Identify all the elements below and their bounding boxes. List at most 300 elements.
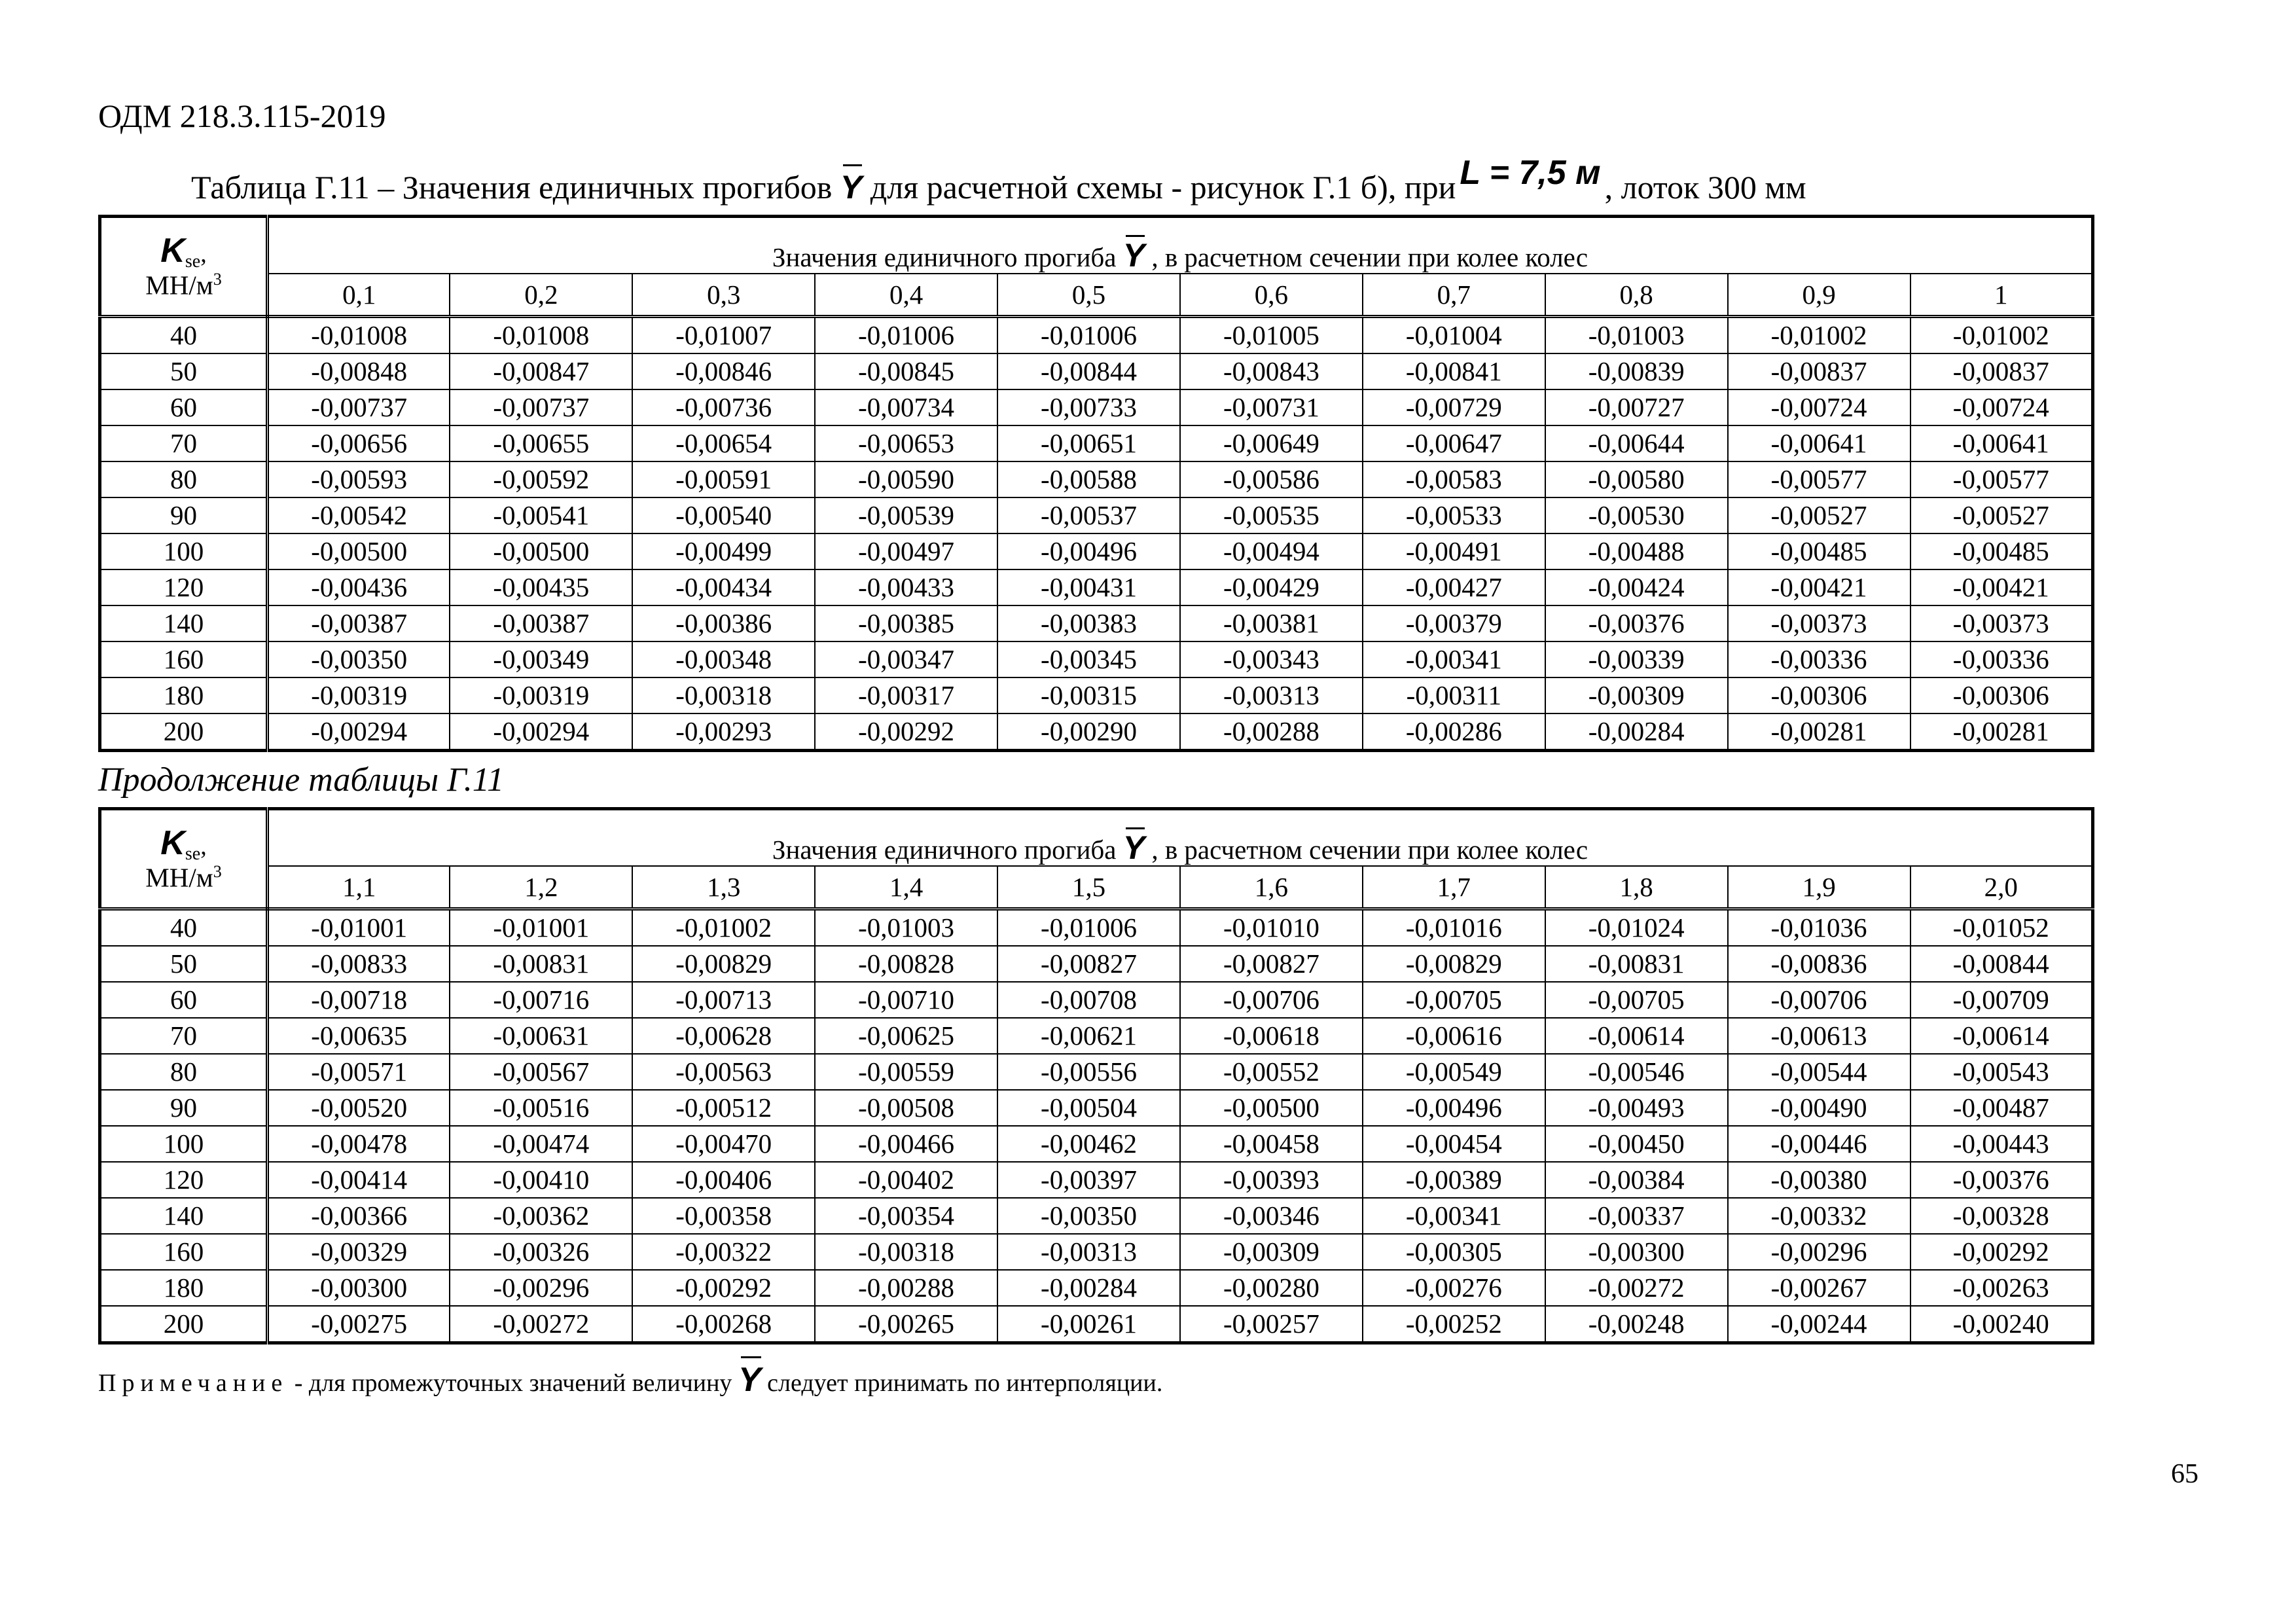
- k-unit-exponent: 3: [213, 270, 222, 289]
- k-value-cell: 70: [100, 1018, 268, 1054]
- deflection-value-cell: -0,00292: [815, 713, 997, 751]
- deflection-value-cell: -0,00496: [997, 533, 1180, 569]
- deflection-value-cell: -0,00336: [1910, 641, 2093, 677]
- deflection-value-cell: -0,01016: [1363, 909, 1545, 947]
- deflection-value-cell: -0,00540: [632, 497, 815, 533]
- k-value-cell: 160: [100, 641, 268, 677]
- k-value-cell: 140: [100, 1198, 268, 1234]
- table-row: [100, 909, 2093, 947]
- deflection-value-cell: -0,00848: [268, 353, 450, 389]
- deflection-value-cell: -0,00563: [632, 1054, 815, 1090]
- deflection-value-cell: -0,01024: [1545, 909, 1728, 947]
- table-row: [100, 713, 2093, 751]
- table-row: [100, 1126, 2093, 1162]
- table-row: [100, 1306, 2093, 1343]
- caption-prefix: Таблица Г.11 – Значения единичных прогибов: [191, 169, 833, 206]
- k-value-cell: 50: [100, 946, 268, 982]
- deflection-value-cell: -0,00427: [1363, 569, 1545, 605]
- span-header-suffix: , в расчетном сечении при колее колес: [1151, 242, 1588, 272]
- deflection-value-cell: -0,00733: [997, 389, 1180, 425]
- deflection-value-cell: -0,00837: [1910, 353, 2093, 389]
- deflection-value-cell: -0,00567: [450, 1054, 632, 1090]
- caption-suffix: , лоток 300 мм: [1604, 169, 1806, 206]
- deflection-value-cell: -0,00651: [997, 425, 1180, 461]
- span-header-prefix: Значения единичного прогиба: [772, 835, 1117, 865]
- deflection-value-cell: -0,00261: [997, 1306, 1180, 1343]
- deflection-table-1: [98, 215, 2094, 752]
- deflection-value-cell: -0,00653: [815, 425, 997, 461]
- track-header-cell: 0,7: [1363, 274, 1545, 317]
- deflection-value-cell: -0,00577: [1728, 461, 1910, 497]
- deflection-value-cell: -0,00614: [1545, 1018, 1728, 1054]
- deflection-value-cell: -0,00544: [1728, 1054, 1910, 1090]
- deflection-value-cell: -0,00319: [268, 677, 450, 713]
- track-header-cell: 1,5: [997, 866, 1180, 909]
- deflection-value-cell: -0,00329: [268, 1234, 450, 1270]
- deflection-value-cell: -0,01036: [1728, 909, 1910, 947]
- deflection-value-cell: -0,00656: [268, 425, 450, 461]
- deflection-value-cell: -0,00535: [1180, 497, 1363, 533]
- deflection-value-cell: -0,00311: [1363, 677, 1545, 713]
- deflection-value-cell: -0,00470: [632, 1126, 815, 1162]
- k-value-cell: 120: [100, 569, 268, 605]
- deflection-value-cell: -0,00406: [632, 1162, 815, 1198]
- k-value-cell: 80: [100, 1054, 268, 1090]
- track-header-cell: 2,0: [1910, 866, 2093, 909]
- deflection-value-cell: -0,00317: [815, 677, 997, 713]
- deflection-value-cell: -0,01004: [1363, 317, 1545, 354]
- deflection-value-cell: -0,00328: [1910, 1198, 2093, 1234]
- deflection-value-cell: -0,00296: [1728, 1234, 1910, 1270]
- deflection-value-cell: -0,00284: [997, 1270, 1180, 1306]
- deflection-value-cell: -0,00300: [268, 1270, 450, 1306]
- track-header-cell: 0,2: [450, 274, 632, 317]
- deflection-value-cell: -0,00836: [1728, 946, 1910, 982]
- deflection-value-cell: -0,00385: [815, 605, 997, 641]
- note-y-symbol: Y: [738, 1361, 761, 1399]
- deflection-value-cell: -0,00373: [1910, 605, 2093, 641]
- track-header-cell: 1,7: [1363, 866, 1545, 909]
- deflection-value-cell: -0,00350: [268, 641, 450, 677]
- deflection-value-cell: -0,00737: [268, 389, 450, 425]
- track-header-cell: 1: [1910, 274, 2093, 317]
- k-value-cell: 60: [100, 389, 268, 425]
- deflection-value-cell: -0,00348: [632, 641, 815, 677]
- deflection-value-cell: -0,00306: [1910, 677, 2093, 713]
- deflection-value-cell: -0,00487: [1910, 1090, 2093, 1126]
- deflection-value-cell: -0,00313: [1180, 677, 1363, 713]
- deflection-value-cell: -0,00546: [1545, 1054, 1728, 1090]
- deflection-value-cell: -0,00366: [268, 1198, 450, 1234]
- deflection-value-cell: -0,00530: [1545, 497, 1728, 533]
- deflection-value-cell: -0,00527: [1728, 497, 1910, 533]
- deflection-value-cell: -0,00641: [1910, 425, 2093, 461]
- deflection-value-cell: -0,00613: [1728, 1018, 1910, 1054]
- deflection-value-cell: -0,01003: [815, 909, 997, 947]
- span-header: [268, 217, 2093, 274]
- deflection-value-cell: -0,00322: [632, 1234, 815, 1270]
- k-value-cell: 40: [100, 909, 268, 947]
- table-row: [100, 1018, 2093, 1054]
- deflection-value-cell: -0,00313: [997, 1234, 1180, 1270]
- k-symbol: K: [160, 232, 185, 270]
- note-text-after: следует принимать по интерполяции.: [767, 1369, 1163, 1397]
- deflection-value-cell: -0,00499: [632, 533, 815, 569]
- k-value-cell: 140: [100, 605, 268, 641]
- deflection-value-cell: -0,00541: [450, 497, 632, 533]
- deflection-value-cell: -0,00508: [815, 1090, 997, 1126]
- deflection-value-cell: -0,00389: [1363, 1162, 1545, 1198]
- track-header-cell: 1,9: [1728, 866, 1910, 909]
- deflection-value-cell: -0,00543: [1910, 1054, 2093, 1090]
- deflection-value-cell: -0,00332: [1728, 1198, 1910, 1234]
- deflection-value-cell: -0,01003: [1545, 317, 1728, 354]
- deflection-value-cell: -0,00655: [450, 425, 632, 461]
- deflection-value-cell: -0,00376: [1910, 1162, 2093, 1198]
- deflection-value-cell: -0,00443: [1910, 1126, 2093, 1162]
- deflection-value-cell: -0,00488: [1545, 533, 1728, 569]
- deflection-value-cell: -0,01008: [450, 317, 632, 354]
- k-symbol: K: [160, 824, 185, 863]
- deflection-value-cell: -0,00462: [997, 1126, 1180, 1162]
- table-row: [100, 1198, 2093, 1234]
- table-row: [100, 533, 2093, 569]
- deflection-value-cell: -0,00296: [450, 1270, 632, 1306]
- deflection-value-cell: -0,00559: [815, 1054, 997, 1090]
- deflection-value-cell: -0,00397: [997, 1162, 1180, 1198]
- deflection-value-cell: -0,00621: [997, 1018, 1180, 1054]
- track-header-cell: 1,8: [1545, 866, 1728, 909]
- deflection-value-cell: -0,01010: [1180, 909, 1363, 947]
- deflection-value-cell: -0,01002: [1728, 317, 1910, 354]
- deflection-value-cell: -0,00618: [1180, 1018, 1363, 1054]
- deflection-value-cell: -0,00831: [1545, 946, 1728, 982]
- deflection-value-cell: -0,00248: [1545, 1306, 1728, 1343]
- deflection-value-cell: -0,00284: [1545, 713, 1728, 751]
- track-header-row: [100, 274, 2093, 317]
- span-header-y-symbol: Y: [1122, 237, 1145, 274]
- track-header-cell: 0,1: [268, 274, 450, 317]
- track-header-cell: 0,6: [1180, 274, 1363, 317]
- deflection-value-cell: -0,00493: [1545, 1090, 1728, 1126]
- deflection-value-cell: -0,00244: [1728, 1306, 1910, 1343]
- deflection-value-cell: -0,00309: [1545, 677, 1728, 713]
- k-value-cell: 50: [100, 353, 268, 389]
- deflection-value-cell: -0,00286: [1363, 713, 1545, 751]
- table-row: [100, 605, 2093, 641]
- deflection-value-cell: -0,00402: [815, 1162, 997, 1198]
- deflection-value-cell: -0,00831: [450, 946, 632, 982]
- deflection-value-cell: -0,00724: [1910, 389, 2093, 425]
- k-value-cell: 180: [100, 677, 268, 713]
- deflection-value-cell: -0,00421: [1728, 569, 1910, 605]
- k-subscript: se: [185, 844, 201, 865]
- deflection-value-cell: -0,00429: [1180, 569, 1363, 605]
- deflection-value-cell: -0,00319: [450, 677, 632, 713]
- deflection-value-cell: -0,00485: [1728, 533, 1910, 569]
- deflection-value-cell: -0,00431: [997, 569, 1180, 605]
- deflection-value-cell: -0,00500: [1180, 1090, 1363, 1126]
- deflection-value-cell: -0,00591: [632, 461, 815, 497]
- k-header: [100, 809, 268, 909]
- deflection-value-cell: -0,00577: [1910, 461, 2093, 497]
- deflection-value-cell: -0,00315: [997, 677, 1180, 713]
- deflection-value-cell: -0,00435: [450, 569, 632, 605]
- deflection-value-cell: -0,00706: [1728, 982, 1910, 1018]
- deflection-value-cell: -0,00387: [450, 605, 632, 641]
- deflection-value-cell: -0,00380: [1728, 1162, 1910, 1198]
- deflection-value-cell: -0,01002: [632, 909, 815, 947]
- deflection-value-cell: -0,00381: [1180, 605, 1363, 641]
- deflection-value-cell: -0,00614: [1910, 1018, 2093, 1054]
- table-row: [100, 677, 2093, 713]
- table-row: [100, 1054, 2093, 1090]
- deflection-value-cell: -0,01006: [997, 317, 1180, 354]
- document-code: ОДМ 218.3.115-2019: [98, 98, 386, 134]
- k-value-cell: 60: [100, 982, 268, 1018]
- deflection-value-cell: -0,00520: [268, 1090, 450, 1126]
- deflection-value-cell: -0,00500: [268, 533, 450, 569]
- deflection-value-cell: -0,00421: [1910, 569, 2093, 605]
- deflection-value-cell: -0,01052: [1910, 909, 2093, 947]
- deflection-value-cell: -0,00281: [1728, 713, 1910, 751]
- deflection-value-cell: -0,00383: [997, 605, 1180, 641]
- deflection-value-cell: -0,00410: [450, 1162, 632, 1198]
- deflection-value-cell: -0,00734: [815, 389, 997, 425]
- deflection-value-cell: -0,00373: [1728, 605, 1910, 641]
- deflection-value-cell: -0,00516: [450, 1090, 632, 1126]
- deflection-value-cell: -0,00275: [268, 1306, 450, 1343]
- k-subscript: se: [185, 251, 201, 272]
- deflection-value-cell: -0,00300: [1545, 1234, 1728, 1270]
- deflection-value-cell: -0,00625: [815, 1018, 997, 1054]
- deflection-value-cell: -0,00257: [1180, 1306, 1363, 1343]
- deflection-value-cell: -0,00268: [632, 1306, 815, 1343]
- deflection-value-cell: -0,00644: [1545, 425, 1728, 461]
- table-row: [100, 497, 2093, 533]
- deflection-value-cell: -0,00713: [632, 982, 815, 1018]
- k-value-cell: 180: [100, 1270, 268, 1306]
- deflection-value-cell: -0,00474: [450, 1126, 632, 1162]
- deflection-value-cell: -0,00512: [632, 1090, 815, 1126]
- deflection-value-cell: -0,00829: [1363, 946, 1545, 982]
- deflection-value-cell: -0,00343: [1180, 641, 1363, 677]
- deflection-value-cell: -0,00265: [815, 1306, 997, 1343]
- deflection-value-cell: -0,00539: [815, 497, 997, 533]
- deflection-value-cell: -0,01007: [632, 317, 815, 354]
- k-value-cell: 80: [100, 461, 268, 497]
- deflection-value-cell: -0,00341: [1363, 1198, 1545, 1234]
- k-value-cell: 90: [100, 1090, 268, 1126]
- k-value-cell: 100: [100, 533, 268, 569]
- deflection-value-cell: -0,00828: [815, 946, 997, 982]
- deflection-value-cell: -0,00542: [268, 497, 450, 533]
- k-value-cell: 100: [100, 1126, 268, 1162]
- track-header-cell: 1,1: [268, 866, 450, 909]
- k-value-cell: 120: [100, 1162, 268, 1198]
- deflection-value-cell: -0,00616: [1363, 1018, 1545, 1054]
- table-row: [100, 425, 2093, 461]
- k-value-cell: 40: [100, 317, 268, 354]
- caption-length-symbol: L = 7,5 м: [1460, 154, 1601, 192]
- deflection-value-cell: -0,00272: [1545, 1270, 1728, 1306]
- deflection-value-cell: -0,00384: [1545, 1162, 1728, 1198]
- deflection-value-cell: -0,00628: [632, 1018, 815, 1054]
- deflection-value-cell: -0,00843: [1180, 353, 1363, 389]
- track-header-cell: 1,2: [450, 866, 632, 909]
- deflection-value-cell: -0,00306: [1728, 677, 1910, 713]
- deflection-value-cell: -0,00292: [1910, 1234, 2093, 1270]
- deflection-value-cell: -0,00349: [450, 641, 632, 677]
- deflection-value-cell: -0,00337: [1545, 1198, 1728, 1234]
- track-header-cell: 0,5: [997, 274, 1180, 317]
- deflection-value-cell: -0,00500: [450, 533, 632, 569]
- deflection-value-cell: -0,00326: [450, 1234, 632, 1270]
- deflection-value-cell: -0,00424: [1545, 569, 1728, 605]
- k-value-cell: 160: [100, 1234, 268, 1270]
- deflection-value-cell: -0,00309: [1180, 1234, 1363, 1270]
- deflection-value-cell: -0,00358: [632, 1198, 815, 1234]
- deflection-value-cell: -0,00847: [450, 353, 632, 389]
- k-value-cell: 200: [100, 713, 268, 751]
- span-header-prefix: Значения единичного прогиба: [772, 242, 1117, 272]
- deflection-value-cell: -0,00583: [1363, 461, 1545, 497]
- deflection-value-cell: -0,00593: [268, 461, 450, 497]
- deflection-value-cell: -0,00345: [997, 641, 1180, 677]
- deflection-value-cell: -0,00466: [815, 1126, 997, 1162]
- deflection-value-cell: -0,00280: [1180, 1270, 1363, 1306]
- track-header-cell: 1,4: [815, 866, 997, 909]
- deflection-value-cell: -0,01006: [997, 909, 1180, 947]
- note-dash: -: [288, 1369, 309, 1397]
- deflection-value-cell: -0,00272: [450, 1306, 632, 1343]
- track-header-row: [100, 866, 2093, 909]
- deflection-value-cell: -0,00290: [997, 713, 1180, 751]
- deflection-value-cell: -0,00294: [268, 713, 450, 751]
- deflection-value-cell: -0,00336: [1728, 641, 1910, 677]
- deflection-value-cell: -0,00354: [815, 1198, 997, 1234]
- deflection-value-cell: -0,00709: [1910, 982, 2093, 1018]
- deflection-value-cell: -0,00833: [268, 946, 450, 982]
- deflection-value-cell: -0,01006: [815, 317, 997, 354]
- deflection-value-cell: -0,01001: [268, 909, 450, 947]
- deflection-value-cell: -0,00436: [268, 569, 450, 605]
- deflection-value-cell: -0,00433: [815, 569, 997, 605]
- deflection-value-cell: -0,00341: [1363, 641, 1545, 677]
- deflection-value-cell: -0,00827: [997, 946, 1180, 982]
- deflection-value-cell: -0,00718: [268, 982, 450, 1018]
- deflection-value-cell: -0,00844: [1910, 946, 2093, 982]
- deflection-value-cell: -0,00379: [1363, 605, 1545, 641]
- deflection-value-cell: -0,00339: [1545, 641, 1728, 677]
- deflection-value-cell: -0,00318: [815, 1234, 997, 1270]
- k-comma: ,: [200, 833, 207, 861]
- k-value-cell: 200: [100, 1306, 268, 1343]
- deflection-value-cell: -0,00731: [1180, 389, 1363, 425]
- deflection-value-cell: -0,00252: [1363, 1306, 1545, 1343]
- deflection-value-cell: -0,00647: [1363, 425, 1545, 461]
- deflection-value-cell: -0,00841: [1363, 353, 1545, 389]
- deflection-value-cell: -0,00580: [1545, 461, 1728, 497]
- k-comma: ,: [200, 240, 207, 268]
- deflection-value-cell: -0,00710: [815, 982, 997, 1018]
- deflection-value-cell: -0,00837: [1728, 353, 1910, 389]
- table-row: [100, 1234, 2093, 1270]
- deflection-value-cell: -0,00292: [632, 1270, 815, 1306]
- deflection-value-cell: -0,00288: [815, 1270, 997, 1306]
- note-text-before: для промежуточных значений величину: [308, 1369, 732, 1397]
- deflection-value-cell: -0,00478: [268, 1126, 450, 1162]
- deflection-value-cell: -0,00294: [450, 713, 632, 751]
- caption-middle: для расчетной схемы - рисунок Г.1 б), при: [870, 169, 1456, 206]
- deflection-value-cell: -0,00263: [1910, 1270, 2093, 1306]
- table-row: [100, 317, 2093, 354]
- deflection-value-cell: -0,00346: [1180, 1198, 1363, 1234]
- note-label: Примечание: [98, 1369, 289, 1397]
- deflection-value-cell: -0,00318: [632, 677, 815, 713]
- table-row: [100, 353, 2093, 389]
- deflection-value-cell: -0,00654: [632, 425, 815, 461]
- deflection-value-cell: -0,00631: [450, 1018, 632, 1054]
- note: [98, 1360, 1162, 1399]
- page-number: 65: [2171, 1459, 2198, 1489]
- deflection-value-cell: -0,00705: [1363, 982, 1545, 1018]
- deflection-value-cell: -0,00276: [1363, 1270, 1545, 1306]
- deflection-value-cell: -0,00362: [450, 1198, 632, 1234]
- deflection-value-cell: -0,00458: [1180, 1126, 1363, 1162]
- deflection-value-cell: -0,00829: [632, 946, 815, 982]
- track-header-cell: 0,9: [1728, 274, 1910, 317]
- deflection-value-cell: -0,00588: [997, 461, 1180, 497]
- deflection-value-cell: -0,00549: [1363, 1054, 1545, 1090]
- deflection-value-cell: -0,00827: [1180, 946, 1363, 982]
- deflection-value-cell: -0,00497: [815, 533, 997, 569]
- deflection-value-cell: -0,00454: [1363, 1126, 1545, 1162]
- table-row: [100, 982, 2093, 1018]
- table-row: [100, 461, 2093, 497]
- deflection-value-cell: -0,01008: [268, 317, 450, 354]
- deflection-value-cell: -0,00491: [1363, 533, 1545, 569]
- deflection-value-cell: -0,00729: [1363, 389, 1545, 425]
- deflection-value-cell: -0,00736: [632, 389, 815, 425]
- table-row: [100, 569, 2093, 605]
- track-header-cell: 1,6: [1180, 866, 1363, 909]
- deflection-value-cell: -0,01002: [1910, 317, 2093, 354]
- table-caption: [191, 154, 1806, 207]
- deflection-value-cell: -0,00705: [1545, 982, 1728, 1018]
- k-value-cell: 90: [100, 497, 268, 533]
- deflection-value-cell: -0,00586: [1180, 461, 1363, 497]
- track-header-cell: 0,4: [815, 274, 997, 317]
- deflection-value-cell: -0,00293: [632, 713, 815, 751]
- deflection-value-cell: -0,00737: [450, 389, 632, 425]
- track-header-cell: 0,3: [632, 274, 815, 317]
- k-unit-exponent: 3: [213, 862, 222, 882]
- k-unit: МН/м: [145, 862, 213, 893]
- deflection-value-cell: -0,00393: [1180, 1162, 1363, 1198]
- k-header: [100, 217, 268, 317]
- track-header-cell: 0,8: [1545, 274, 1728, 317]
- continued-label: Продолжение таблицы Г.11: [98, 761, 504, 799]
- deflection-value-cell: -0,00305: [1363, 1234, 1545, 1270]
- deflection-value-cell: -0,00485: [1910, 533, 2093, 569]
- deflection-value-cell: -0,01001: [450, 909, 632, 947]
- deflection-value-cell: -0,00504: [997, 1090, 1180, 1126]
- deflection-value-cell: -0,00846: [632, 353, 815, 389]
- deflection-value-cell: -0,00571: [268, 1054, 450, 1090]
- track-header-cell: 1,3: [632, 866, 815, 909]
- deflection-value-cell: -0,00727: [1545, 389, 1728, 425]
